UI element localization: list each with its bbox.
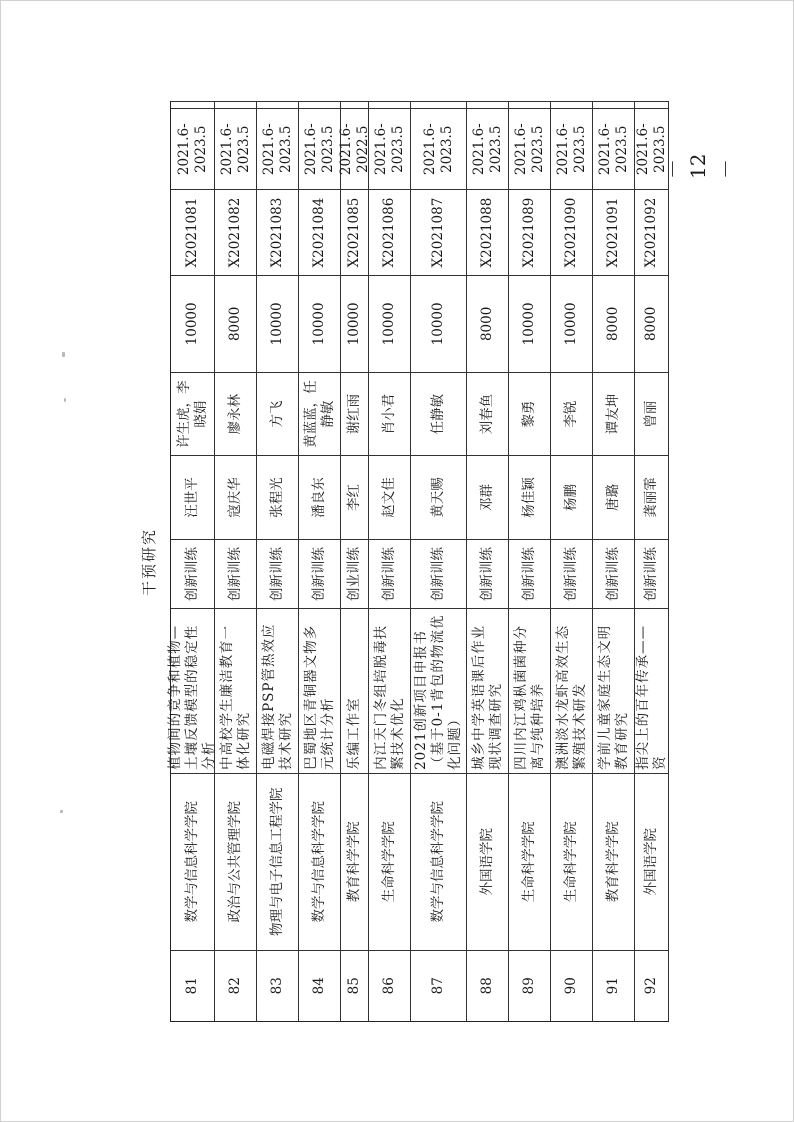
table-row xyxy=(467,101,509,1021)
blank-cell xyxy=(593,101,635,108)
funding-cell-text: 10000 xyxy=(563,302,579,346)
members-cell-text: 肖小君 xyxy=(381,393,397,435)
table-row xyxy=(215,101,257,1021)
blank-cell xyxy=(467,101,509,108)
project-title-cell-text: 电磁焊接PSP管热效应技术研究 xyxy=(260,623,294,770)
row-number-text: 90 xyxy=(563,977,579,995)
period-cell xyxy=(509,108,551,189)
leader-cell-text: 龚丽霏 xyxy=(643,477,659,518)
table-row xyxy=(369,101,411,1021)
project-title-cell xyxy=(509,608,551,773)
row-number xyxy=(551,950,593,1021)
period-cell-text: 2021.6-2023.5 xyxy=(554,123,588,176)
leader-cell xyxy=(467,455,509,538)
project-code-cell-text: X2021089 xyxy=(521,197,537,268)
project-type-cell xyxy=(369,539,411,608)
college-cell xyxy=(171,773,215,950)
project-title-cell-text: 巴蜀地区青铜器文物多元统计分析 xyxy=(302,624,336,770)
project-title-cell-text: 2021创新项目申报书（基于0-1背包的物流优化问题） xyxy=(413,614,463,770)
project-type-cell-text: 创新训练 xyxy=(521,546,537,601)
members-cell xyxy=(551,372,593,455)
row-number xyxy=(635,950,669,1021)
project-code-cell-text: X2021086 xyxy=(381,197,397,268)
project-type-cell-text: 创新训练 xyxy=(227,546,243,601)
period-cell-text: 2021.6-2023.5 xyxy=(512,123,546,176)
funding-cell xyxy=(341,275,369,372)
row-number xyxy=(593,950,635,1021)
project-title-cell xyxy=(257,608,299,773)
project-title-cell xyxy=(411,608,467,773)
members-cell xyxy=(593,372,635,455)
blank-cell xyxy=(551,101,593,108)
college-cell xyxy=(411,773,467,950)
project-type-cell-text: 创新训练 xyxy=(311,546,327,601)
college-cell-text: 外国语学院 xyxy=(643,827,659,896)
funding-cell xyxy=(467,275,509,372)
project-code-cell-text: X2021092 xyxy=(643,197,659,268)
funding-cell xyxy=(509,275,551,372)
project-type-cell-text: 创新训练 xyxy=(605,546,621,601)
table-header-continuation xyxy=(128,102,170,1022)
table-row xyxy=(509,101,551,1021)
funding-cell xyxy=(171,275,215,372)
project-title-cell xyxy=(215,608,257,773)
leader-cell xyxy=(299,455,341,538)
row-number-text: 85 xyxy=(346,977,362,995)
members-cell-text: 谭友坤 xyxy=(605,393,621,435)
project-code-cell-text: X2021087 xyxy=(430,197,446,268)
leader-cell xyxy=(551,455,593,538)
members-cell-text: 李锐 xyxy=(563,400,579,428)
leader-cell-text: 潘良东 xyxy=(311,477,327,518)
leader-cell xyxy=(635,455,669,538)
project-code-cell xyxy=(551,189,593,274)
funding-cell xyxy=(593,275,635,372)
period-cell xyxy=(337,108,371,189)
leader-cell xyxy=(257,455,299,538)
leader-cell-text: 黄天赐 xyxy=(430,477,446,518)
row-number-text: 87 xyxy=(430,977,446,995)
blank-cell xyxy=(341,101,369,108)
college-cell-text: 教育科学学院 xyxy=(346,821,362,903)
leader-cell xyxy=(341,455,369,538)
row-number-text: 91 xyxy=(605,977,621,995)
funding-cell xyxy=(215,275,257,372)
project-type-cell xyxy=(299,539,341,608)
college-cell-text: 政治与公共管理学院 xyxy=(227,800,243,923)
period-cell xyxy=(171,108,215,189)
project-code-cell xyxy=(299,189,341,274)
funding-cell xyxy=(411,275,467,372)
period-cell xyxy=(299,108,341,189)
table-row xyxy=(551,101,593,1021)
project-title-cell xyxy=(635,608,669,773)
members-cell xyxy=(369,372,411,455)
leader-cell-text: 杨鹏 xyxy=(563,484,579,512)
period-cell-text: 2021.6-2023.5 xyxy=(218,123,252,176)
leader-cell-text: 李红 xyxy=(346,484,362,512)
blank-cell xyxy=(215,101,257,108)
blank-cell xyxy=(411,101,467,108)
period-cell-text: 2021.6-2023.5 xyxy=(175,123,209,176)
project-code-cell-text: X2021084 xyxy=(311,197,327,268)
section-label: 干预研究 xyxy=(140,528,158,597)
leader-cell xyxy=(215,455,257,538)
funding-cell-text: 10000 xyxy=(346,302,362,346)
project-type-cell xyxy=(341,539,369,608)
table-row xyxy=(257,101,299,1021)
project-code-cell xyxy=(411,189,467,274)
project-type-cell xyxy=(411,539,467,608)
period-cell xyxy=(551,108,593,189)
blank-cell xyxy=(509,101,551,108)
row-number-text: 84 xyxy=(311,977,327,995)
period-cell-text: 2021.6-2022.5 xyxy=(337,123,371,176)
project-type-cell-text: 创新训练 xyxy=(269,546,285,601)
project-code-cell xyxy=(341,189,369,274)
project-title-cell xyxy=(369,608,411,773)
project-type-cell xyxy=(635,539,669,608)
funding-cell-text: 8000 xyxy=(479,306,495,342)
leader-cell xyxy=(411,455,467,538)
funding-cell-text: 10000 xyxy=(430,302,446,346)
members-cell xyxy=(215,372,257,455)
project-title-cell-text: 四川内江鸡枞菌菌种分离与纯种培养 xyxy=(512,624,546,770)
row-number-text: 86 xyxy=(381,977,397,995)
college-cell xyxy=(509,773,551,950)
project-code-cell xyxy=(369,189,411,274)
college-cell xyxy=(551,773,593,950)
period-cell-text: 2021.6-2023.5 xyxy=(421,123,455,176)
period-cell xyxy=(467,108,509,189)
project-code-cell-text: X2021091 xyxy=(605,197,621,268)
leader-cell-text: 寇庆华 xyxy=(227,477,243,518)
row-number xyxy=(509,950,551,1021)
project-type-cell-text: 创新训练 xyxy=(381,546,397,601)
project-title-cell-text: 指尖上的百年传承——资 xyxy=(634,624,668,770)
leader-cell-text: 赵文佳 xyxy=(381,477,397,518)
leader-cell xyxy=(593,455,635,538)
project-type-cell xyxy=(551,539,593,608)
table-row xyxy=(593,101,635,1021)
funding-cell-text: 10000 xyxy=(311,302,327,346)
row-number-text: 88 xyxy=(479,977,495,995)
project-type-cell-text: 创新训练 xyxy=(479,546,495,601)
table-row xyxy=(299,101,341,1021)
row-number-text: 83 xyxy=(269,977,285,995)
funding-cell xyxy=(551,275,593,372)
leader-cell-text: 汪世平 xyxy=(184,477,200,518)
project-code-cell-text: X2021090 xyxy=(563,197,579,268)
funding-cell-text: 8000 xyxy=(605,306,621,342)
row-number xyxy=(411,950,467,1021)
project-type-cell-text: 创新训练 xyxy=(643,546,659,601)
project-title-cell-text: 内江天门冬组培脱毒扶繁技术优化 xyxy=(372,624,406,770)
project-code-cell xyxy=(509,189,551,274)
blank-cell xyxy=(635,101,669,108)
project-title-cell xyxy=(593,608,635,773)
project-code-cell xyxy=(467,189,509,274)
project-title-cell xyxy=(341,608,369,773)
funding-cell xyxy=(257,275,299,372)
college-cell xyxy=(215,773,257,950)
row-number xyxy=(341,950,369,1021)
row-number-text: 92 xyxy=(643,977,659,995)
college-cell-text: 外国语学院 xyxy=(479,827,495,896)
period-cell xyxy=(215,108,257,189)
page-number: － 12 － xyxy=(661,153,738,179)
college-cell-text: 教育科学学院 xyxy=(605,821,621,903)
project-code-cell-text: X2021081 xyxy=(184,197,200,268)
funding-cell xyxy=(635,275,669,372)
college-cell xyxy=(635,773,669,950)
college-cell-text: 生命科学学院 xyxy=(563,821,579,903)
row-number xyxy=(467,950,509,1021)
blank-cell xyxy=(257,101,299,108)
members-cell-text: 曾丽 xyxy=(643,400,659,428)
period-cell xyxy=(257,108,299,189)
row-number xyxy=(171,950,215,1021)
project-title-cell xyxy=(551,608,593,773)
scan-speck xyxy=(60,810,63,813)
members-cell-text: 方飞 xyxy=(269,400,285,428)
project-type-cell xyxy=(215,539,257,608)
blank-cell xyxy=(369,101,411,108)
project-code-cell-text: X2021085 xyxy=(346,197,362,268)
college-cell-text: 数学与信息科学学院 xyxy=(184,800,200,923)
blank-cell xyxy=(299,101,341,108)
college-cell-text: 生命科学学院 xyxy=(521,821,537,903)
members-cell-text: 黄蓝蓝，任静敏 xyxy=(302,380,336,448)
period-cell-text: 2021.6-2023.5 xyxy=(470,123,504,176)
members-cell xyxy=(411,372,467,455)
members-cell-text: 任静敏 xyxy=(430,393,446,435)
college-cell-text: 物理与电子信息工程学院 xyxy=(269,787,285,936)
college-cell xyxy=(341,773,369,950)
funding-cell-text: 10000 xyxy=(381,302,397,346)
table-row xyxy=(411,101,467,1021)
members-cell xyxy=(509,372,551,455)
project-type-cell-text: 创新训练 xyxy=(430,546,446,601)
project-code-cell xyxy=(257,189,299,274)
leader-cell-text: 张程光 xyxy=(269,477,285,518)
leader-cell-text: 唐璐 xyxy=(605,484,621,512)
project-title-cell-text: 植物间的竞争和植物—土壤反馈模型的稳定性分析 xyxy=(167,624,217,770)
members-cell xyxy=(171,372,215,455)
period-cell-text: 2021.6-2023.5 xyxy=(302,123,336,176)
project-type-cell xyxy=(509,539,551,608)
project-title-cell xyxy=(467,608,509,773)
project-type-cell-text: 创新训练 xyxy=(563,546,579,601)
college-cell xyxy=(593,773,635,950)
period-cell xyxy=(369,108,411,189)
college-cell-text: 数学与信息科学学院 xyxy=(311,800,327,923)
project-code-cell-text: X2021082 xyxy=(227,197,243,268)
project-code-cell xyxy=(593,189,635,274)
project-code-cell xyxy=(635,189,669,274)
members-cell xyxy=(635,372,669,455)
funding-cell xyxy=(299,275,341,372)
funding-cell-text: 10000 xyxy=(521,302,537,346)
funding-cell-text: 8000 xyxy=(643,306,659,342)
project-code-cell xyxy=(215,189,257,274)
project-type-cell xyxy=(171,539,215,608)
project-title-cell xyxy=(299,608,341,773)
row-number-text: 89 xyxy=(521,977,537,995)
leader-cell xyxy=(171,455,215,538)
college-cell xyxy=(369,773,411,950)
college-cell-text: 数学与信息科学学院 xyxy=(430,800,446,923)
funding-cell xyxy=(369,275,411,372)
row-number-text: 82 xyxy=(227,977,243,995)
period-cell xyxy=(411,108,467,189)
period-cell-text: 2021.6-2023.5 xyxy=(372,123,406,176)
members-cell xyxy=(467,372,509,455)
project-code-cell-text: X2021083 xyxy=(269,197,285,268)
funding-cell-text: 8000 xyxy=(227,306,243,342)
members-cell-text: 廖永林 xyxy=(227,393,243,435)
row-number-text: 81 xyxy=(184,977,200,995)
members-cell xyxy=(299,372,341,455)
funding-cell-text: 10000 xyxy=(269,302,285,346)
table-row xyxy=(167,101,217,1021)
row-number xyxy=(299,950,341,1021)
leader-cell xyxy=(369,455,411,538)
members-cell-text: 谢红雨 xyxy=(346,393,362,435)
funding-cell-text: 10000 xyxy=(184,302,200,346)
leader-cell-text: 杨佳颖 xyxy=(521,477,537,518)
scan-speck xyxy=(62,352,65,357)
blank-cell xyxy=(171,101,215,108)
row-number xyxy=(369,950,411,1021)
project-title-cell-text: 乐编工作室 xyxy=(346,697,362,770)
project-type-cell xyxy=(467,539,509,608)
members-cell xyxy=(341,372,369,455)
project-title-cell-text: 中高校学生廉洁教育一体化研究 xyxy=(218,624,252,770)
period-cell-text: 2021.6-2023.5 xyxy=(634,123,668,176)
row-number xyxy=(257,950,299,1021)
college-cell xyxy=(299,773,341,950)
leader-cell xyxy=(509,455,551,538)
scan-speck xyxy=(64,398,66,402)
project-type-cell-text: 创业训练 xyxy=(346,546,362,601)
period-cell xyxy=(593,108,635,189)
period-cell-text: 2021.6-2023.5 xyxy=(260,123,294,176)
period-cell-text: 2021.6-2023.5 xyxy=(596,123,630,176)
project-type-cell xyxy=(257,539,299,608)
members-cell-text: 刘春鱼 xyxy=(479,393,495,435)
college-cell xyxy=(467,773,509,950)
college-cell xyxy=(257,773,299,950)
members-cell-text: 黎勇 xyxy=(521,400,537,428)
leader-cell-text: 邓群 xyxy=(479,484,495,512)
college-cell-text: 生命科学学院 xyxy=(381,821,397,903)
project-code-cell xyxy=(171,189,215,274)
project-title-cell-text: 澳洲淡水龙虾高效生态繁殖技术研发 xyxy=(554,624,588,770)
project-type-cell-text: 创新训练 xyxy=(184,546,200,601)
project-code-cell-text: X2021088 xyxy=(479,197,495,268)
table-row xyxy=(337,101,371,1021)
table-body xyxy=(167,101,669,1022)
project-title-cell-text: 学前儿童家庭生态文明教育研究 xyxy=(596,624,630,770)
table-row xyxy=(635,101,669,1021)
project-type-cell xyxy=(593,539,635,608)
project-table xyxy=(128,102,668,1022)
members-cell xyxy=(257,372,299,455)
project-title-cell-text: 城乡中学英语课后作业现状调查研究 xyxy=(470,624,504,770)
project-title-cell xyxy=(167,608,217,773)
members-cell-text: 许生虎，李晓娟 xyxy=(175,380,209,448)
row-number xyxy=(215,950,257,1021)
